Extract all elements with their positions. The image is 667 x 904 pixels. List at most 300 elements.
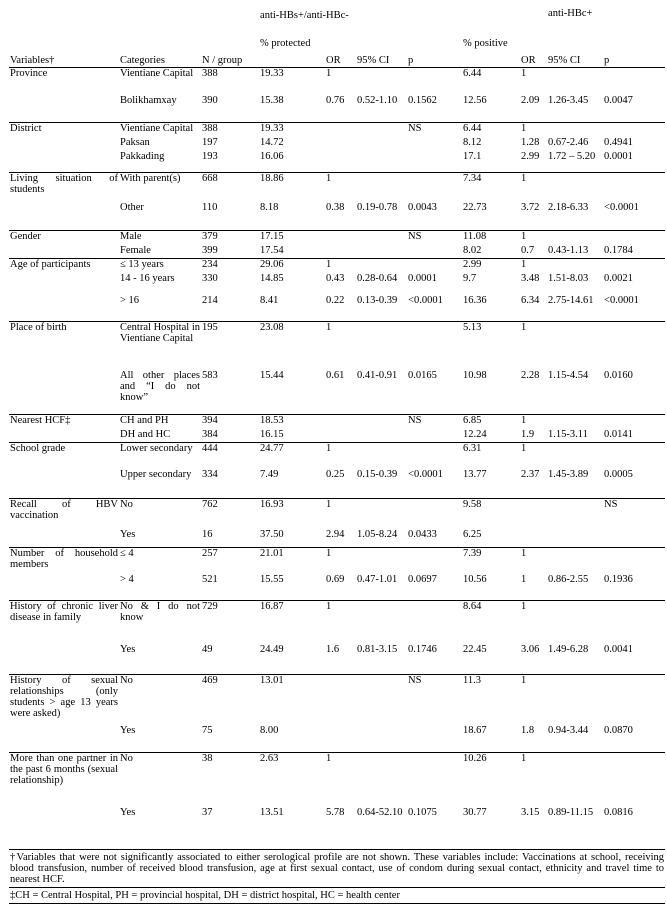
- table-row: [9, 601, 665, 644]
- ci-a-cell: [356, 173, 407, 202]
- n-cell: 193: [202, 150, 218, 162]
- table-row: [9, 469, 665, 499]
- table-row: [9, 231, 665, 245]
- pct-b-cell: 22.45: [463, 643, 487, 655]
- ci-a-cell: [356, 123, 407, 137]
- variable-cell: School grade: [9, 443, 119, 469]
- pct-a-cell: 29.06: [259, 259, 325, 273]
- p-b-cell: 0.0160: [604, 369, 633, 381]
- or-a-cell: 1: [325, 68, 356, 95]
- or-b-cell: [520, 499, 547, 529]
- p-a-cell: <0.0001: [408, 294, 443, 306]
- category-cell: Central Hospital in Vientiane Capital: [119, 322, 201, 370]
- n-cell: 583: [202, 369, 218, 381]
- or-a-cell: 5.78: [325, 807, 356, 850]
- pct-b-cell: 11.3: [462, 675, 520, 725]
- pct-a-cell: 19.33: [259, 68, 325, 95]
- pct-a-cell: 24.77: [259, 443, 325, 469]
- or-b-cell: 2.28: [521, 369, 540, 381]
- ci-a-cell: [356, 137, 407, 151]
- or-b-cell: 1: [520, 173, 547, 202]
- n-cell: 388: [201, 123, 259, 137]
- ci-b-cell: [547, 529, 603, 548]
- pct-a-cell: 19.33: [259, 123, 325, 137]
- pct-b-cell: 6.44: [462, 123, 520, 137]
- p-b-cell: 0.4941: [604, 136, 633, 148]
- category-cell: Lower secondary: [119, 443, 201, 469]
- n-cell: 521: [202, 573, 218, 585]
- pct-a-cell: 16.15: [260, 428, 284, 440]
- pct-a-cell: 23.08: [259, 322, 325, 370]
- col-header: 95% CI: [547, 34, 603, 68]
- pct-b-cell: 6.31: [462, 443, 520, 469]
- variable-cell: [9, 202, 119, 231]
- variable-cell: Number of household members: [9, 548, 119, 574]
- ci-a-cell: [356, 601, 407, 644]
- n-cell: 384: [202, 428, 218, 440]
- col-header: 95% CI: [356, 34, 407, 68]
- p-b-cell: [603, 68, 665, 95]
- or-b-cell: 0.7: [521, 244, 535, 256]
- n-cell: 399: [202, 244, 218, 256]
- ci-b-cell: 1.15-3.11: [548, 428, 588, 440]
- pct-a-cell: 16.87: [259, 601, 325, 644]
- ci-b-cell: 2.75-14.61: [548, 294, 594, 306]
- category-cell: Male: [119, 231, 201, 245]
- footnote-row: [9, 888, 665, 904]
- ci-b-cell: 1.15-4.54: [548, 369, 589, 381]
- variable-cell: [9, 295, 119, 322]
- variable-cell: More than one partner in the past 6 months (sexual relationship): [9, 753, 119, 807]
- category-cell: Pakkading: [120, 150, 165, 162]
- or-a-cell: 0.25: [326, 468, 345, 480]
- ci-b-cell: [547, 231, 603, 245]
- pct-a-cell: 15.38: [260, 94, 284, 106]
- footnote-row: [9, 850, 665, 888]
- or-a-cell: 1: [325, 322, 356, 370]
- ci-b-cell: 2.18-6.33: [548, 201, 589, 213]
- pct-a-cell: 13.01: [259, 675, 325, 725]
- pct-a-cell: 15.55: [260, 573, 284, 585]
- or-a-cell: 1: [325, 601, 356, 644]
- or-a-cell: 0.61: [326, 369, 345, 381]
- pct-b-cell: 9.7: [463, 272, 477, 284]
- category-cell: ≤ 13 years: [119, 259, 201, 273]
- pct-b-cell: 5.13: [462, 322, 520, 370]
- pct-b-cell: 6.85: [462, 415, 520, 429]
- category-cell: ≤ 4: [119, 548, 201, 574]
- category-cell: No: [119, 753, 201, 807]
- table-row: [9, 753, 665, 807]
- pct-a-cell: 37.50: [260, 528, 284, 540]
- p-b-cell: [603, 231, 665, 245]
- variable-cell: [9, 151, 119, 173]
- p-a-cell: 0.0165: [408, 369, 437, 381]
- category-cell: Vientiane Capital: [119, 68, 201, 95]
- or-a-cell: 0.22: [326, 294, 345, 306]
- group-b-header: anti-HBc+: [548, 8, 593, 19]
- p-b-cell: [603, 322, 665, 370]
- variable-cell: [9, 644, 119, 675]
- or-a-cell: [325, 231, 356, 245]
- p-b-cell: [603, 548, 665, 574]
- pct-a-cell: 16.06: [260, 150, 284, 162]
- ci-b-cell: 1.45-3.89: [548, 468, 589, 480]
- pct-a-cell: 14.85: [260, 272, 284, 284]
- pct-a-cell: 17.15: [259, 231, 325, 245]
- or-b-cell: 6.34: [521, 294, 540, 306]
- variable-cell: Province: [9, 68, 119, 95]
- ci-a-cell: [356, 415, 407, 429]
- or-b-cell: 1: [520, 753, 547, 807]
- category-cell: DH and HC: [120, 428, 171, 440]
- p-b-cell: [603, 753, 665, 807]
- p-a-cell: 0.0433: [408, 528, 437, 540]
- p-b-cell: 0.0141: [604, 428, 633, 440]
- ci-a-cell: [356, 68, 407, 95]
- variable-cell: [9, 273, 119, 295]
- n-cell: 16: [202, 528, 213, 540]
- variable-cell: Recall of HBV vaccination: [9, 499, 119, 529]
- or-b-cell: 1: [520, 601, 547, 644]
- table-row: [9, 725, 665, 753]
- or-a-cell: 1: [325, 173, 356, 202]
- ci-a-cell: [356, 499, 407, 529]
- ci-b-cell: [547, 123, 603, 137]
- p-a-cell: [407, 429, 462, 443]
- ci-a-cell: [356, 151, 407, 173]
- ci-a-cell: [356, 675, 407, 725]
- table-row: [9, 95, 665, 123]
- n-cell: 37: [201, 807, 259, 850]
- ci-a-cell: 0.52-1.10: [357, 94, 398, 106]
- category-cell: > 16: [120, 294, 140, 306]
- category-cell: CH and PH: [119, 415, 201, 429]
- pct-b-cell: 6.25: [463, 528, 482, 540]
- or-b-cell: 1.8: [521, 724, 535, 736]
- or-a-cell: 0.43: [326, 272, 345, 284]
- p-b-cell: <0.0001: [604, 201, 639, 213]
- n-cell: 195: [201, 322, 259, 370]
- or-a-cell: 0.38: [326, 201, 345, 213]
- p-b-cell: [603, 123, 665, 137]
- pct-b-cell: 10.56: [463, 573, 487, 585]
- p-a-cell: [407, 753, 462, 807]
- ci-b-cell: [547, 499, 603, 529]
- table-row: [9, 151, 665, 173]
- ci-a-cell: [356, 245, 407, 259]
- pct-a-cell: 15.44: [260, 369, 284, 381]
- table-row: [9, 322, 665, 370]
- or-b-cell: 1: [520, 322, 547, 370]
- pct-b-cell: 30.77: [462, 807, 520, 850]
- p-a-cell: [407, 173, 462, 202]
- pct-a-cell: 21.01: [259, 548, 325, 574]
- pct-a-cell: 8.18: [260, 201, 279, 213]
- variable-cell: Nearest HCF‡: [9, 415, 119, 429]
- ci-b-cell: 0.67-2.46: [548, 136, 589, 148]
- or-b-cell: 1: [521, 573, 527, 585]
- table-row: [9, 173, 665, 202]
- p-b-cell: 0.0870: [604, 724, 633, 736]
- group-header-row: [9, 4, 665, 34]
- col-header: OR: [520, 34, 547, 68]
- p-b-cell: [603, 173, 665, 202]
- p-b-cell: 0.0041: [604, 643, 633, 655]
- variable-cell: Age of participants: [9, 259, 119, 273]
- p-b-cell: <0.0001: [604, 294, 639, 306]
- footnote-dagger: †Variables that were not significantly associated to either serological profile are not shown. These variables include: Vaccinations at school, receiving blood transfusion, number of received blood transfusion, age at first sexual contact, use of condom during sexual contact, ethnicity and travel time to nearest HCF.: [9, 850, 665, 888]
- pct-b-cell: 2.99: [462, 259, 520, 273]
- p-a-cell: NS: [407, 231, 462, 245]
- pct-a-cell: 24.49: [260, 643, 284, 655]
- variable-cell: History of chronic liver disease in family: [9, 601, 119, 644]
- col-header: Categories: [119, 34, 201, 68]
- ci-a-cell: 0.28-0.64: [357, 272, 398, 284]
- n-cell: 234: [201, 259, 259, 273]
- pct-b-cell: 8.64: [462, 601, 520, 644]
- p-a-cell: 0.0001: [408, 272, 437, 284]
- p-a-cell: [407, 259, 462, 273]
- ci-a-cell: 0.19-0.78: [357, 201, 398, 213]
- table-row: [9, 370, 665, 415]
- p-a-cell: [407, 322, 462, 370]
- ci-a-cell: [356, 443, 407, 469]
- n-cell: 668: [201, 173, 259, 202]
- pct-b-cell: 22.73: [463, 201, 487, 213]
- ci-a-cell: [356, 322, 407, 370]
- p-a-cell: [407, 548, 462, 574]
- n-cell: 444: [201, 443, 259, 469]
- or-a-cell: 1: [325, 548, 356, 574]
- ci-a-cell: [356, 725, 407, 753]
- p-a-cell: 0.1562: [408, 94, 437, 106]
- ci-a-cell: 0.13-0.39: [357, 294, 398, 306]
- column-header-row: [9, 34, 665, 68]
- p-a-cell: [407, 151, 462, 173]
- variable-cell: [9, 429, 119, 443]
- or-b-cell: [520, 529, 547, 548]
- or-a-cell: 1: [325, 259, 356, 273]
- n-cell: 110: [202, 201, 218, 213]
- p-b-cell: [603, 415, 665, 429]
- variable-cell: [9, 370, 119, 415]
- category-cell: Other: [120, 201, 144, 213]
- or-b-cell: 1: [520, 68, 547, 95]
- ci-a-cell: [356, 231, 407, 245]
- ci-b-cell: [547, 322, 603, 370]
- ci-b-cell: 1.49-6.28: [548, 643, 589, 655]
- p-b-cell: [603, 601, 665, 644]
- category-cell: 14 - 16 years: [120, 272, 175, 284]
- ci-b-cell: 1.51-8.03: [548, 272, 589, 284]
- n-cell: 469: [201, 675, 259, 725]
- ci-a-cell: 0.81-3.15: [357, 643, 398, 655]
- col-header: % positive: [462, 34, 520, 68]
- p-a-cell: NS: [407, 123, 462, 137]
- table-row: [9, 259, 665, 273]
- p-a-cell: 0.1746: [408, 643, 437, 655]
- p-b-cell: [603, 443, 665, 469]
- p-b-cell: 0.0021: [604, 272, 633, 284]
- or-a-cell: 1: [325, 499, 356, 529]
- or-b-cell: 2.09: [521, 94, 540, 106]
- ci-b-cell: 0.94-3.44: [548, 724, 589, 736]
- col-header: p: [603, 34, 665, 68]
- variable-cell: Living situation of students: [9, 173, 119, 202]
- table-row: [9, 68, 665, 95]
- or-b-cell: 1: [520, 675, 547, 725]
- table-row: [9, 415, 665, 429]
- pct-b-cell: 7.39: [462, 548, 520, 574]
- pct-b-cell: 8.02: [463, 244, 482, 256]
- or-b-cell: 1: [520, 415, 547, 429]
- category-cell: No & I do not know: [119, 601, 201, 644]
- p-a-cell: NS: [407, 675, 462, 725]
- category-cell: No: [119, 499, 201, 529]
- variable-cell: [9, 725, 119, 753]
- or-a-cell: [325, 123, 356, 137]
- variable-cell: [9, 469, 119, 499]
- col-header: N / group: [201, 34, 259, 68]
- or-b-cell: 1: [520, 443, 547, 469]
- p-b-cell: 0.1936: [604, 573, 633, 585]
- ci-a-cell: 0.41-0.91: [357, 369, 398, 381]
- or-b-cell: 1.28: [521, 136, 540, 148]
- p-b-cell: [603, 259, 665, 273]
- pct-b-cell: 12.56: [463, 94, 487, 106]
- category-cell: Upper secondary: [120, 468, 192, 480]
- n-cell: 388: [201, 68, 259, 95]
- n-cell: 49: [202, 643, 213, 655]
- pct-a-cell: 16.93: [259, 499, 325, 529]
- pct-b-cell: 12.24: [463, 428, 487, 440]
- col-header: OR: [325, 34, 356, 68]
- ci-b-cell: [547, 443, 603, 469]
- or-b-cell: 1.9: [521, 428, 535, 440]
- p-a-cell: [407, 68, 462, 95]
- pct-a-cell: 18.53: [259, 415, 325, 429]
- pct-a-cell: 14.72: [260, 136, 284, 148]
- category-cell: Paksan: [120, 136, 150, 148]
- n-cell: 334: [202, 468, 218, 480]
- variable-cell: District: [9, 123, 119, 137]
- group-a-header: anti-HBs+/anti-HBc-: [260, 10, 349, 21]
- ci-a-cell: [356, 259, 407, 273]
- p-a-cell: <0.0001: [408, 468, 443, 480]
- ci-a-cell: 0.15-0.39: [357, 468, 398, 480]
- pct-a-cell: 7.49: [260, 468, 279, 480]
- n-cell: 379: [201, 231, 259, 245]
- variable-cell: [9, 529, 119, 548]
- p-a-cell: [407, 137, 462, 151]
- or-a-cell: 2.94: [326, 528, 345, 540]
- variable-cell: [9, 95, 119, 123]
- variable-cell: [9, 137, 119, 151]
- pct-b-cell: 10.98: [463, 369, 487, 381]
- ci-b-cell: 0.43-1.13: [548, 244, 589, 256]
- pct-b-cell: 10.26: [462, 753, 520, 807]
- category-cell: Vientiane Capital: [119, 123, 201, 137]
- table-row: [9, 295, 665, 322]
- pct-b-cell: 8.12: [463, 136, 482, 148]
- pct-b-cell: 7.34: [462, 173, 520, 202]
- category-cell: With parent(s): [119, 173, 201, 202]
- pct-a-cell: 13.51: [259, 807, 325, 850]
- table-row: [9, 644, 665, 675]
- pct-b-cell: 11.08: [462, 231, 520, 245]
- ci-b-cell: [547, 173, 603, 202]
- category-cell: No: [119, 675, 201, 725]
- results-table: [9, 4, 665, 904]
- ci-b-cell: [547, 415, 603, 429]
- ci-b-cell: [547, 548, 603, 574]
- table-row: [9, 245, 665, 259]
- p-a-cell: [407, 499, 462, 529]
- footnote-ddagger: ‡CH = Central Hospital, PH = provincial hospital, DH = district hospital, HC = health center: [9, 888, 665, 904]
- p-a-cell: [407, 245, 462, 259]
- ci-b-cell: [547, 68, 603, 95]
- n-cell: 257: [201, 548, 259, 574]
- pct-a-cell: 8.00: [260, 724, 279, 736]
- variable-cell: [9, 807, 119, 850]
- p-a-cell: 0.0043: [408, 201, 437, 213]
- ci-a-cell: [356, 548, 407, 574]
- or-a-cell: [325, 429, 356, 443]
- ci-a-cell: 0.47-1.01: [357, 573, 398, 585]
- or-a-cell: [325, 137, 356, 151]
- n-cell: 214: [202, 294, 218, 306]
- or-b-cell: 2.99: [521, 150, 540, 162]
- variable-cell: History of sexual relationships (only students > age 13 years were asked): [9, 675, 119, 725]
- or-a-cell: 1.6: [326, 643, 340, 655]
- p-b-cell: NS: [603, 499, 665, 529]
- table-row: [9, 548, 665, 574]
- or-a-cell: [325, 245, 356, 259]
- variable-cell: Place of birth: [9, 322, 119, 370]
- table-row: [9, 443, 665, 469]
- results-table-page: [9, 4, 665, 904]
- ci-b-cell: [547, 753, 603, 807]
- category-cell: Female: [120, 244, 151, 256]
- ci-b-cell: 0.89-11.15: [547, 807, 603, 850]
- pct-b-cell: 16.36: [463, 294, 487, 306]
- pct-b-cell: 6.44: [462, 68, 520, 95]
- n-cell: 330: [202, 272, 218, 284]
- ci-a-cell: [356, 753, 407, 807]
- or-b-cell: 1: [520, 259, 547, 273]
- p-b-cell: [603, 675, 665, 725]
- p-a-cell: [407, 443, 462, 469]
- pct-b-cell: 18.67: [463, 724, 487, 736]
- pct-b-cell: 17.1: [463, 150, 482, 162]
- ci-b-cell: [547, 259, 603, 273]
- category-cell: Bolikhamxay: [120, 94, 177, 106]
- n-cell: 729: [201, 601, 259, 644]
- p-b-cell: 0.0816: [603, 807, 665, 850]
- ci-a-cell: 1.05-8.24: [357, 528, 398, 540]
- pct-a-cell: 8.41: [260, 294, 279, 306]
- or-a-cell: [325, 415, 356, 429]
- n-cell: 762: [201, 499, 259, 529]
- p-a-cell: 0.0697: [408, 573, 437, 585]
- or-b-cell: 2.37: [521, 468, 540, 480]
- p-a-cell: [407, 725, 462, 753]
- ci-b-cell: [547, 601, 603, 644]
- or-a-cell: [325, 675, 356, 725]
- variable-cell: [9, 574, 119, 601]
- variable-cell: [9, 245, 119, 259]
